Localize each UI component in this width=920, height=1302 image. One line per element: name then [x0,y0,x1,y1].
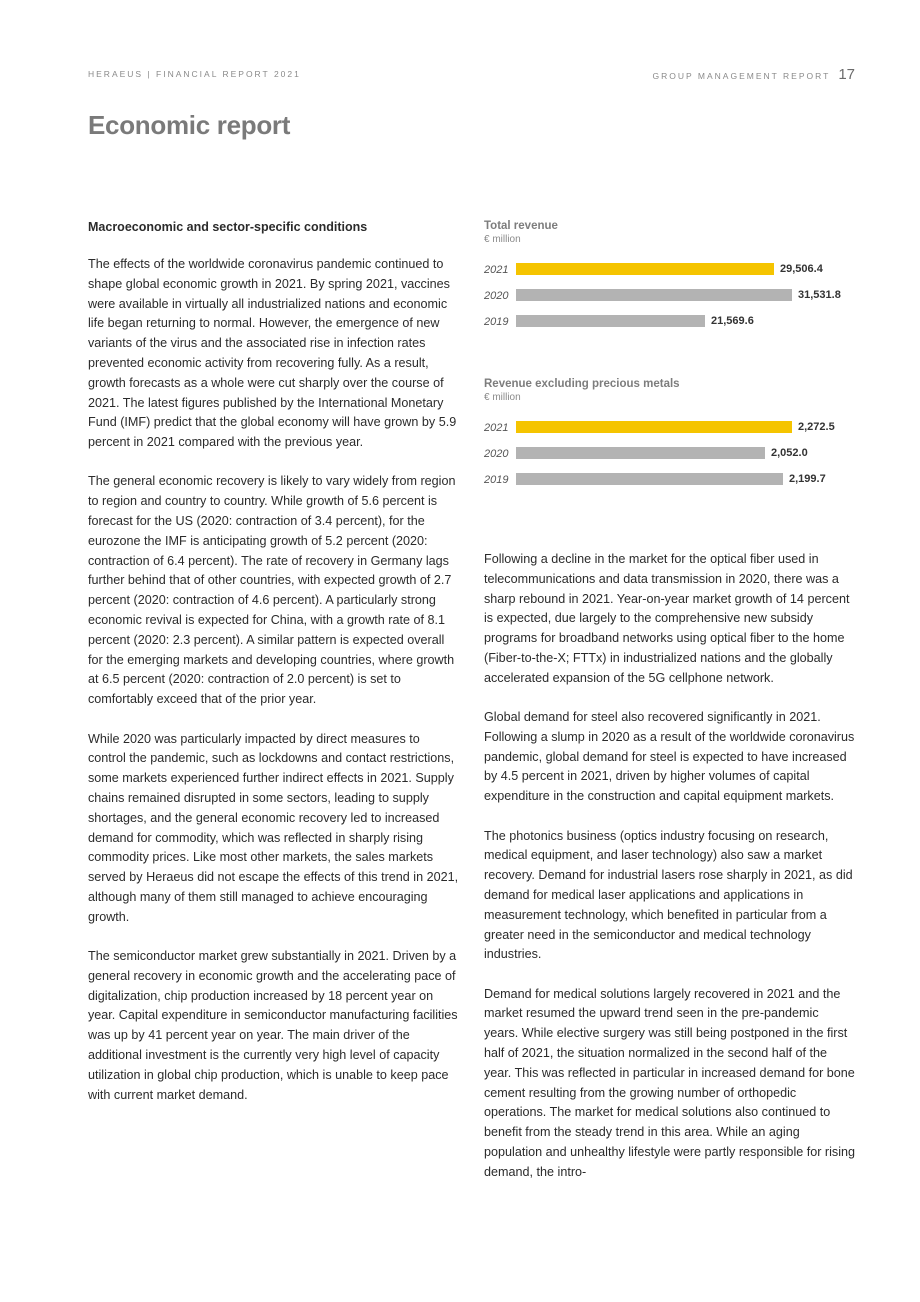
section-header [653,66,855,83]
bar-value-label: 2,052.0 [771,447,808,459]
left-column [88,220,460,1125]
bar-row [484,285,856,311]
bar-value-label: 21,569.6 [711,315,754,327]
bar [516,263,774,275]
paragraph: The general economic recovery is likely to vary widely from region to region and country to country. While growth of 5.6 percent is forecast for the US (2020: contraction of 3.4 percent), for the eurozone the IMF is anticipating growth of 5.2 percent (2020: contraction of 6.4 percent). The rate of recovery in Germany lags further behind that of other countries, with expected growth of 2.7 percent (2020: contraction of 4.6 percent). A particularly strong economic revival is expected for China, with a growth rate of 8.1 percent (2020: 2.3 percent). A similar pattern is expected overall for the emerging markets and developing countries, where growth at 6.5 percent (2020: contraction of 2.0 percent) is set to comfortably exceed that of the prior year. [88,474,456,707]
paragraph: Following a decline in the market for the optical fiber used in telecommunications and data transmission in 2020, there was a sharp rebound in 2021. Year-on-year market growth of 14 percent is expected, due largely to the comprehensive new subsidy programs for broadband networks using optical fiber to the home (Fiber-to-the-X; FTTx) in industrialized nations and the globally accelerated expansion of the 5G cellphone network. [484,552,850,685]
revenue-excl-precious-metals-chart [484,378,856,550]
paragraph: Demand for medical solutions largely recovered in 2021 and the market resumed the upward trend seen in the pre-pandemic years. While elective surgery was still being postponed in the first half of 2021, the situation normalized in the second half of the year. This was reflected in particular in increased demand for bone cement resulting from the growing number of orthopedic operations. The market for medical solutions also continued to benefit from the steady trend in this area. While an aging population and unhealthy lifestyle were partly responsible for rising demand, the intro- [484,986,856,1179]
paragraph: Global demand for steel also recovered significantly in 2021. Following a slump in 2020 as a result of the worldwide coronavirus pandemic, global demand for steel is expected to have increased by 4.5 percent in 2021, driven by higher volumes of capital expenditure in the construction and capital equipment markets. [484,710,855,804]
bar-category-label: 2019 [484,474,509,486]
paragraph: The semiconductor market grew substantially in 2021. Driven by a general recovery in economic growth and the accelerating pace of digitalization, chip production increased by 18 percent year on year. Capital expenditure in semiconductor manufacturing facilities was up by 41 percent year on year. The main driver of the additional investment is the currently very high level of capacity utilization in global chip production, which is unable to keep pace with current market demand. [88,949,458,1102]
bar-list [484,259,856,337]
bar [516,289,792,301]
bar-category-label: 2020 [484,290,509,302]
bar-category-label: 2021 [484,264,509,276]
chart-unit: € million [484,392,521,403]
paragraph: While 2020 was particularly impacted by direct measures to control the pandemic, such as lockdowns and contact restrictions, some markets experienced further indirect effects in 2021. Supply chains remained disrupted in some sectors, leading to supply shortages, and the general economic recovery led to increased demand for commodity, which was reflected in sharply rising commodity prices. Like most other markets, the sales markets served by Heraeus did not escape the effects of this trend in 2021, although many of them still managed to achieve encouraging growth. [88,731,459,924]
paragraph: The effects of the worldwide coronavirus pandemic continued to shape global economic growth in 2021. By spring 2021, vaccines were available in virtually all industrialized nations and economic life began returning to normal. However, the emergence of new variants of the virus and the associated rise in infection rates prevented economic activity from recovering fully. As a result, growth forecasts as a whole were cut sharply over the course of 2021. The latest figures published by the International Monetary Fund (IMF) predict that the global economy will have grown by 5.9 percent in 2021 compared with the previous year. [88,257,457,450]
page-title: Economic report [88,110,291,140]
bar-value-label: 31,531.8 [798,289,841,301]
right-column [484,220,856,1202]
total-revenue-chart [484,220,856,370]
report-header: HERAEUS | FINANCIAL REPORT 2021 [88,69,301,79]
bar-list [484,417,856,495]
bar-row [484,443,856,469]
chart-title: Revenue excluding precious metals [484,378,680,390]
bar-category-label: 2019 [484,316,509,328]
section-name: GROUP MANAGEMENT REPORT [652,71,831,81]
page-number: 17 [838,66,855,83]
bar [516,473,783,485]
bar-category-label: 2021 [484,422,509,434]
chart-unit: € million [484,234,521,245]
chart-title: Total revenue [484,220,558,232]
bar-row [484,417,856,443]
section-subheading: Macroeconomic and sector-specific conditions [88,220,368,234]
bar-value-label: 2,272.5 [798,421,835,433]
bar-row [484,311,856,337]
bar [516,421,792,433]
bar [516,447,765,459]
bar-row [484,259,856,285]
bar-value-label: 29,506.4 [780,263,823,275]
bar-row [484,469,856,495]
bar-value-label: 2,199.7 [789,473,826,485]
paragraph: The photonics business (optics industry focusing on research, medical equipment, and laser technology) also saw a market recovery. Demand for industrial lasers rose sharply in 2021, as did demand for medical laser applications and applications in measurement technology, which benefited in particular from a greater need in the semiconductor and medical technology industries. [484,828,853,962]
bar-category-label: 2020 [484,448,509,460]
bar [516,315,705,327]
